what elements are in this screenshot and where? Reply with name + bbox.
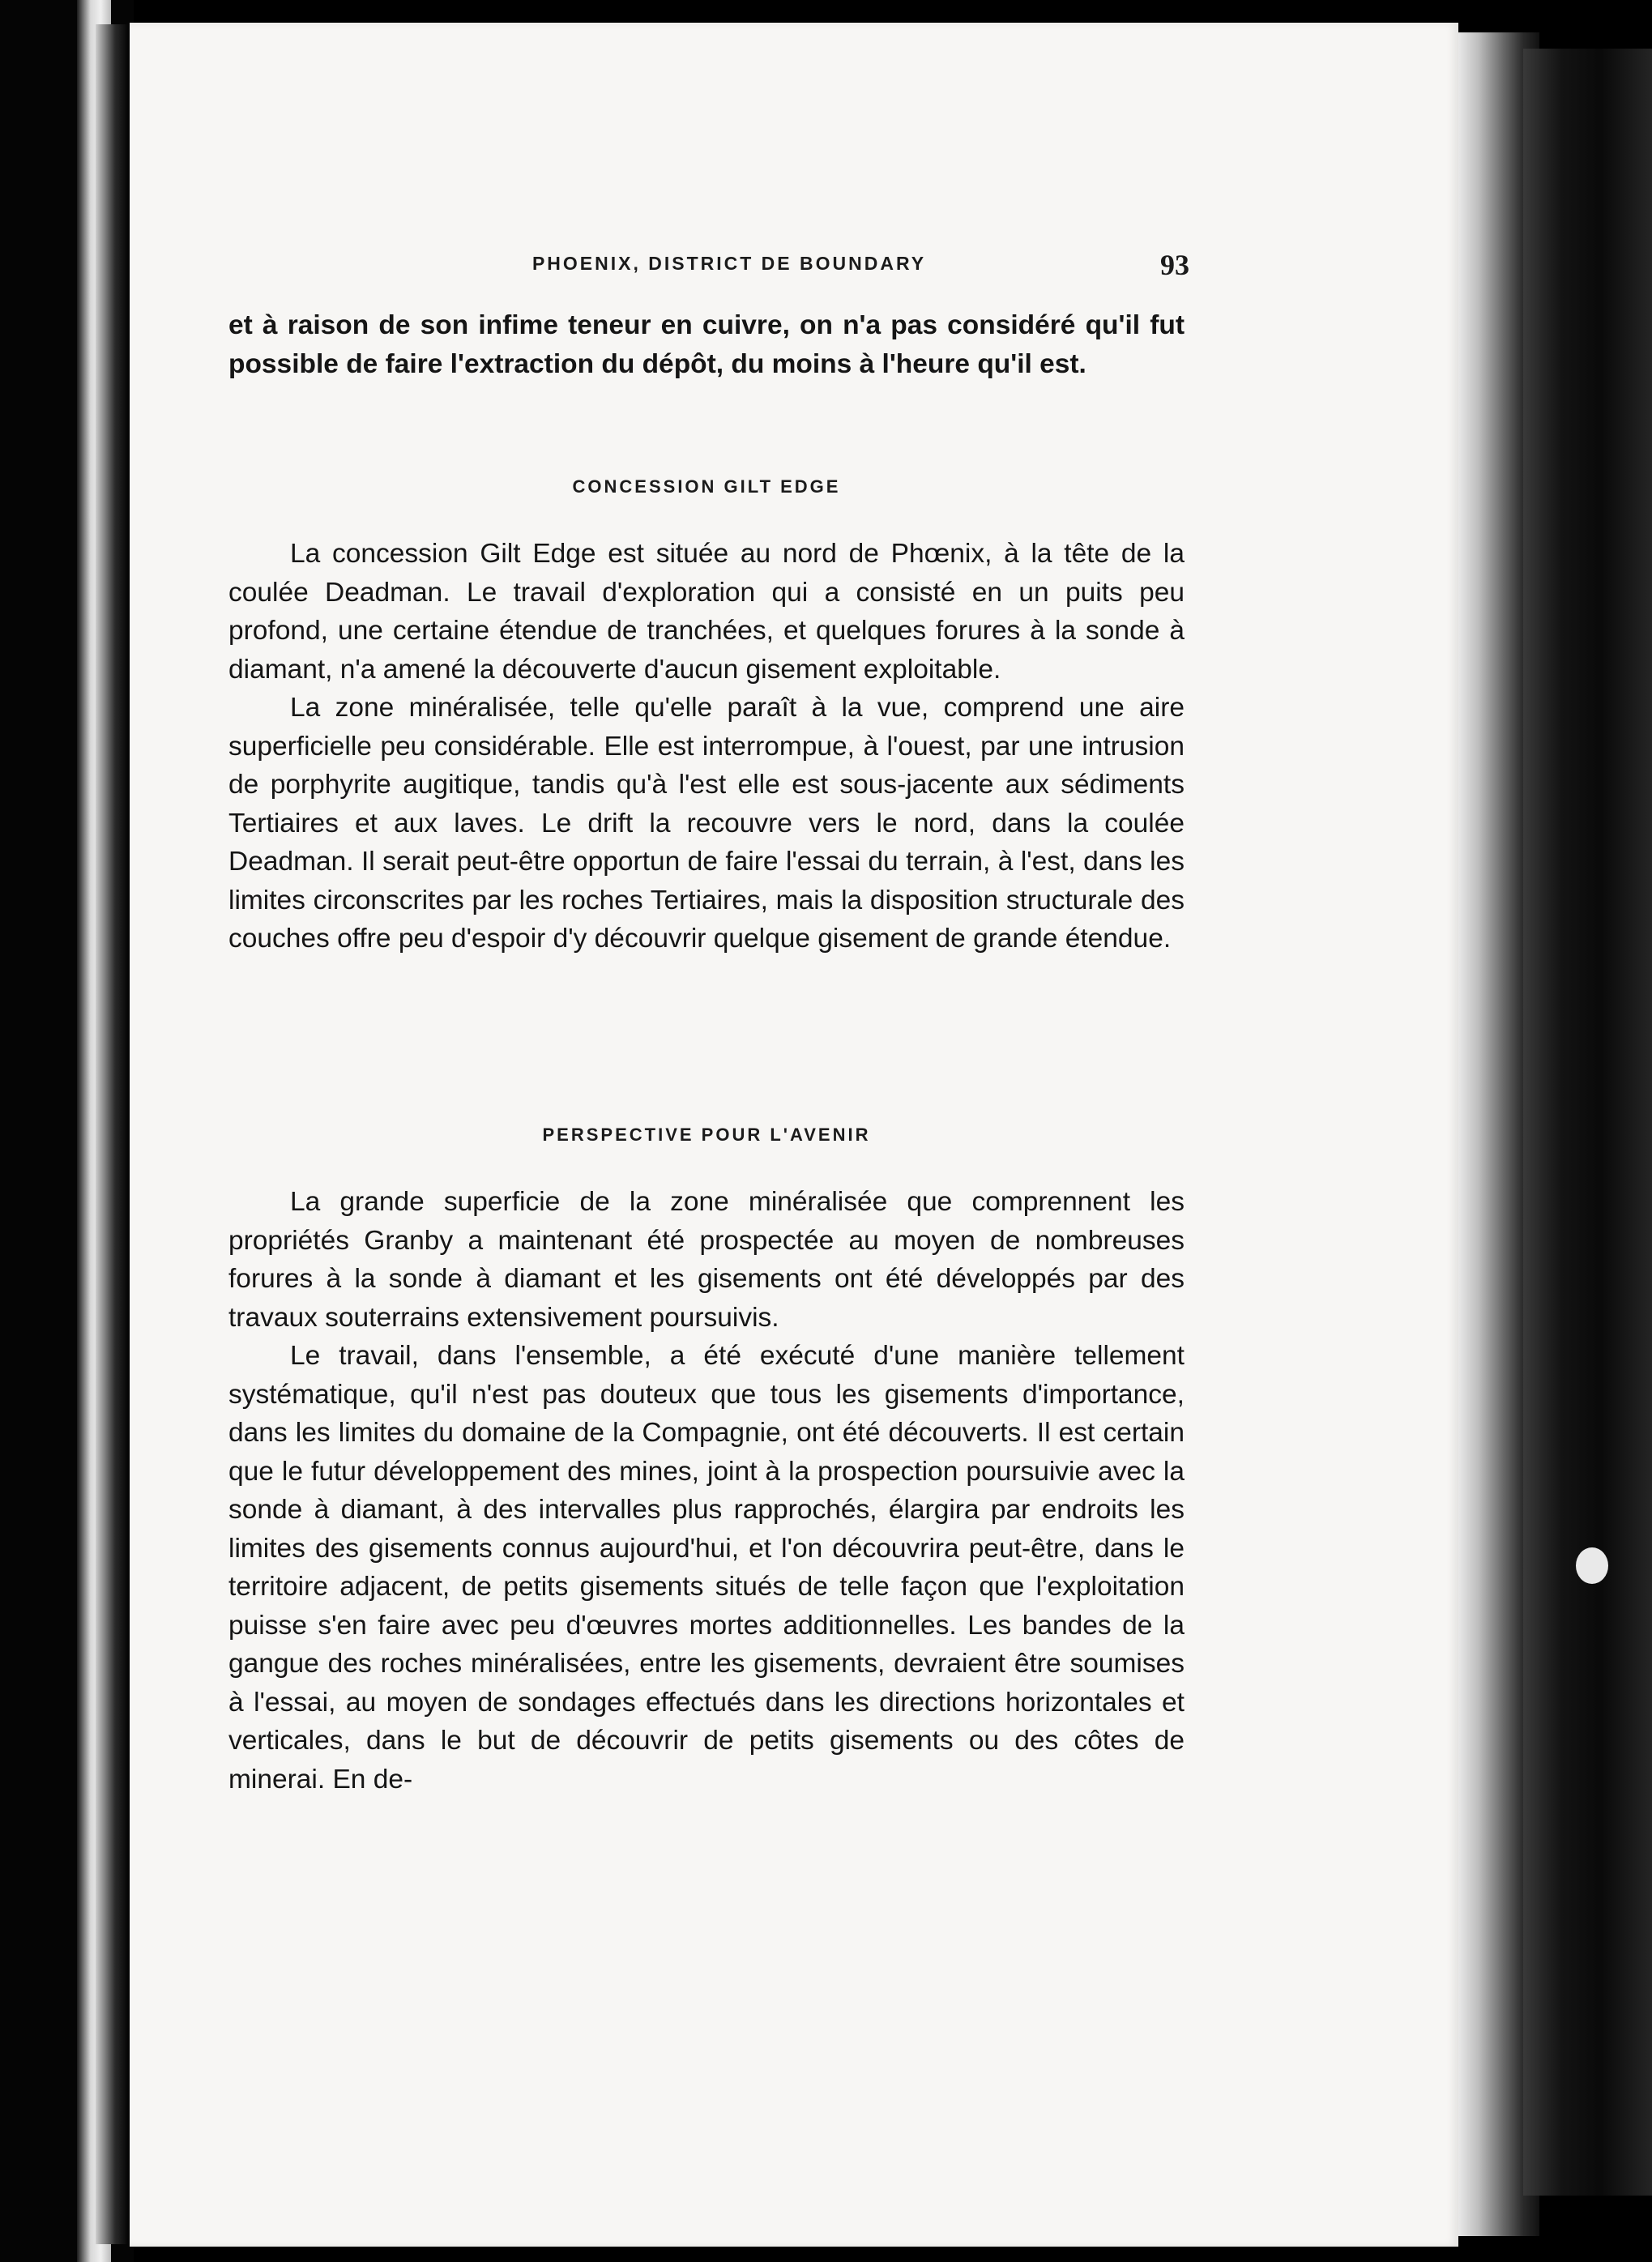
book-cover-edge xyxy=(1523,49,1652,2196)
opening-paragraph: et à raison de son infime teneur en cuivre, on n'a pas considéré qu'il fut possible de faire l'extraction du dépôt, du moins à l'heure qu'il est. xyxy=(228,310,1185,379)
section-title-gilt-edge: CONCESSION GILT EDGE xyxy=(572,476,841,497)
scan-artifact xyxy=(1576,1547,1608,1584)
gutter-shadow xyxy=(96,24,128,2244)
page-number: 93 xyxy=(1160,249,1189,281)
section-title-perspective: PERSPECTIVE POUR L'AVENIR xyxy=(542,1125,871,1145)
opening-paragraph-block xyxy=(228,306,1185,383)
paragraph: La concession Gilt Edge est située au nord de Phœnix, à la tête de la coulée Deadman. Le travail d'exploration qui a consisté en un puits peu profond, une certaine étendue de tranchées, et quelques forures à la sonde à diamant, n'a amené la découverte d'aucun gisement exploitable. xyxy=(228,539,1185,685)
section-gilt-edge-body xyxy=(228,535,1185,958)
running-header: PHOENIX, DISTRICT DE BOUNDARY xyxy=(531,253,927,274)
paragraph: Le travail, dans l'ensemble, a été exécuté d'une manière tellement systématique, qu'il n'est pas douteux que tous les gisements d'importance, dans les limites du domaine de la Compagnie, ont été découverts. Il est certain que le futur développement des mines, joint à la prospection poursuivie avec la sonde à diamant, à des intervalles plus rapprochés, élargira par endroits les limites des gisements connus aujourd'hui, et l'on découvrira peut-être, dans le territoire adjacent, de petits gisements situés de telle façon que l'exploitation puisse s'en faire avec peu d'œuvres mortes additionnelles. Les bandes de la gangue des roches minéralisées, entre les gisements, devraient être soumises à l'essai, au moyen de sondages effectués dans les directions horizontales et verticales, dans le but de découvrir de petits gisements ou des côtes de minerai. En de- xyxy=(228,1341,1185,1795)
section-perspective-body xyxy=(228,1183,1185,1799)
paragraph: La grande superficie de la zone minéralisée que comprennent les propriétés Granby a maintenant été prospectée au moyen de nombreuses forures à la sonde à diamant et les gisements ont été développés par des travaux souterrains extensivement poursuivis. xyxy=(228,1187,1185,1333)
paragraph: La zone minéralisée, telle qu'elle paraît à la vue, comprend une aire superficielle peu considérable. Elle est interrompue, à l'ouest, par une intrusion de porphyrite augitique, tandis qu'à l'est elle est sous-jacente aux sédiments Tertiaires et aux laves. Le drift la recouvre vers le nord, dans la coulée Deadman. Il serait peut-être opportun de faire l'essai du terrain, à l'est, dans les limites circonscrites par les roches Tertiaires, mais la disposition structurale des couches offre peu d'espoir d'y découvrir quelque gisement de grande étendue. xyxy=(228,693,1185,954)
